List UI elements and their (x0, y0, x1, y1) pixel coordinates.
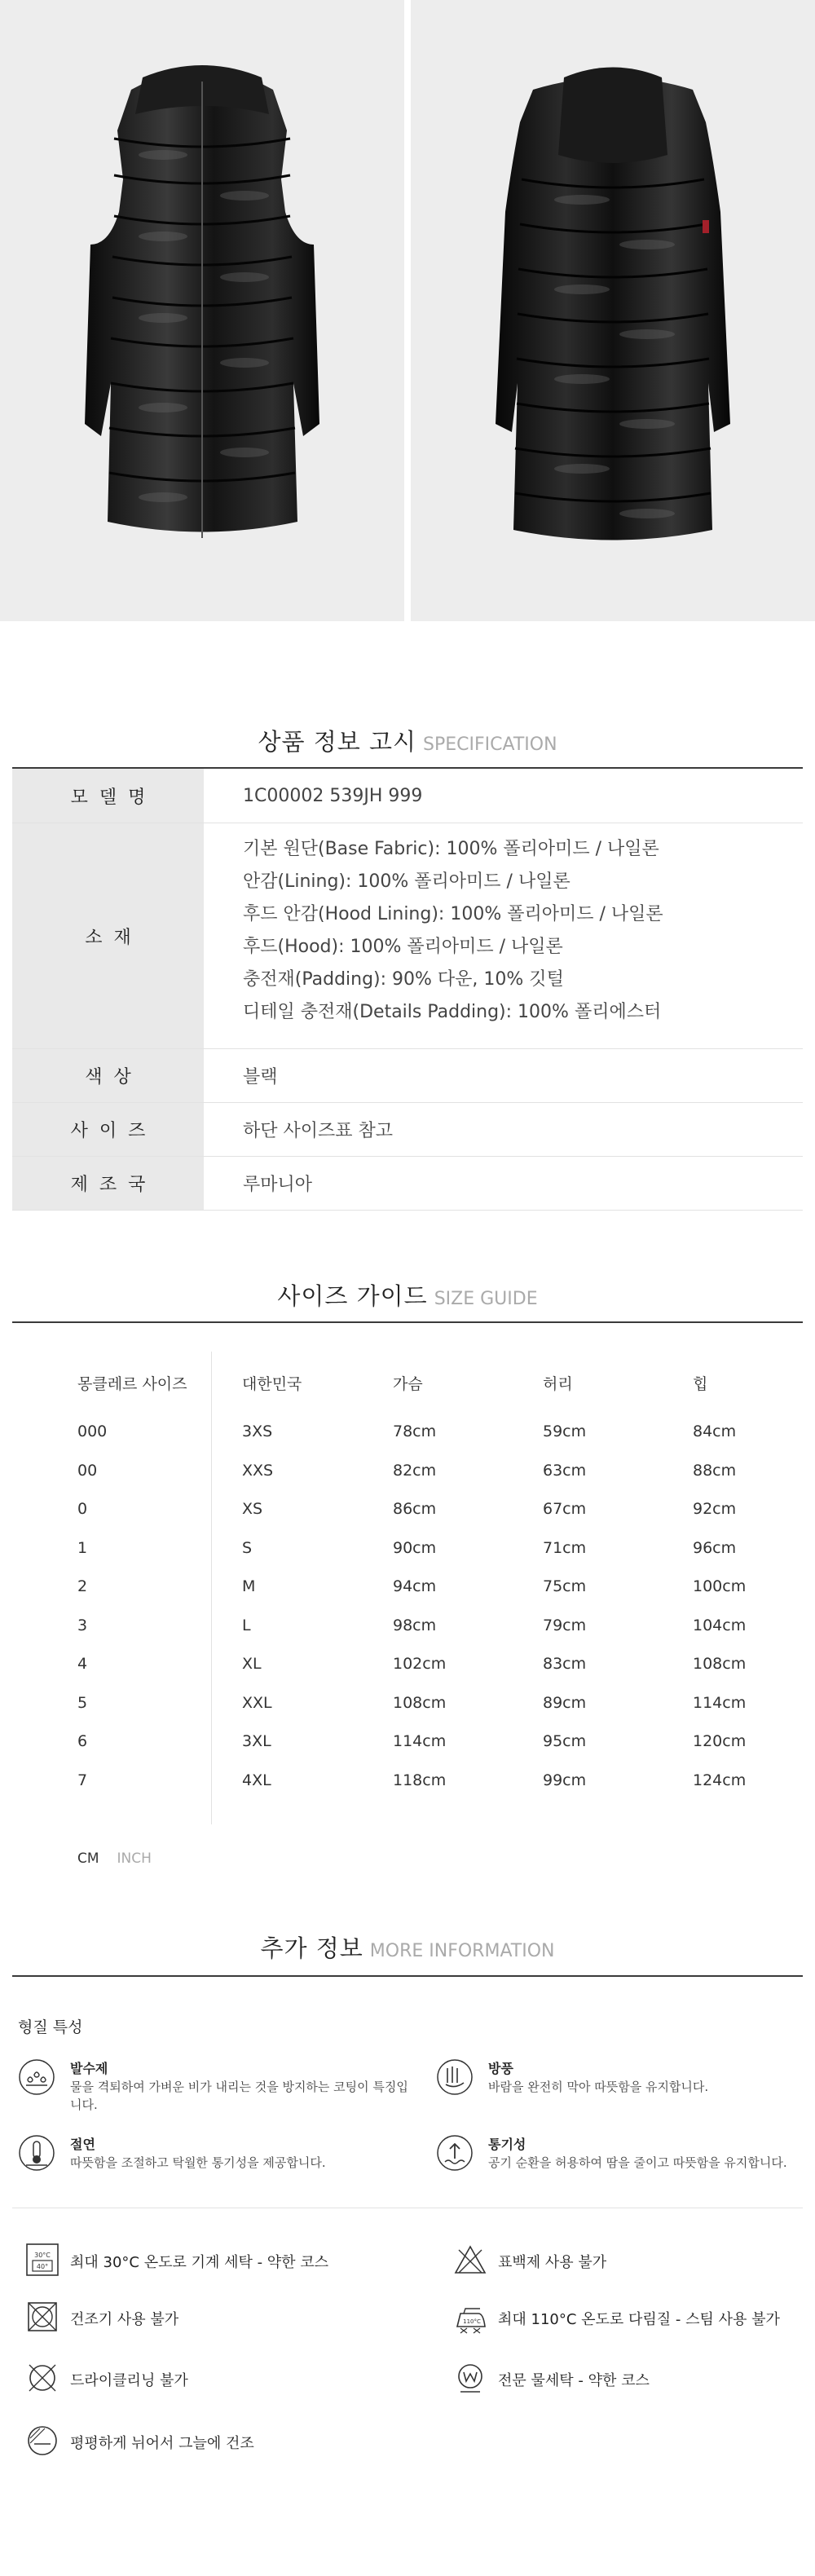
unit-inch-button[interactable]: INCH (117, 1850, 152, 1867)
size-table (12, 1335, 803, 1841)
table-cell: 82cm (393, 1461, 437, 1480)
wash-temp-label: 30°C (34, 2252, 51, 2259)
table-cell: XXL (242, 1693, 272, 1712)
table-cell: 79cm (543, 1616, 587, 1634)
table-cell: 000 (77, 1423, 108, 1440)
no-tumble-dry-icon (24, 2299, 60, 2335)
table-cell: 71cm (543, 1538, 587, 1557)
table-cell: 2 (77, 1577, 88, 1595)
table-cell: 104cm (693, 1616, 747, 1634)
material-line: 충전재(Padding): 90% 다운, 10% 깃털 (243, 969, 564, 990)
care-text: 평평하게 뉘어서 그늘에 건조 (70, 2435, 254, 2452)
table-cell: 3XS (242, 1423, 273, 1440)
spec-row-origin (12, 1157, 803, 1211)
table-cell: 3 (77, 1616, 88, 1634)
product-photo-front (0, 0, 404, 621)
unit-cm-button[interactable]: CM (77, 1850, 99, 1867)
spec-label: 제조국 (12, 1157, 204, 1210)
size-subtitle: SIZE GUIDE (434, 1289, 538, 1309)
feature-title: 통기성 (488, 2137, 526, 2152)
table-cell: 67cm (543, 1500, 587, 1518)
table-cell: 86cm (393, 1500, 437, 1518)
table-cell: 88cm (693, 1461, 737, 1480)
table-cell: 5 (77, 1693, 88, 1712)
wash-tub-label: 40° (36, 2263, 49, 2270)
care-text: 최대 30°C 온도로 기계 세탁 - 약한 코스 (70, 2254, 329, 2271)
spec-label: 사이즈 (12, 1103, 204, 1156)
table-cell: 59cm (543, 1423, 587, 1440)
spec-value: 1C00002 539JH 999 (243, 785, 423, 806)
feature-title: 절연 (70, 2137, 95, 2152)
table-cell: 90cm (393, 1538, 437, 1557)
table-cell: 124cm (693, 1771, 747, 1789)
product-photo-back (411, 0, 815, 621)
table-cell: XS (242, 1500, 263, 1518)
unit-toggle (77, 1850, 152, 1867)
table-cell: 92cm (693, 1500, 737, 1518)
table-cell: 6 (77, 1732, 88, 1750)
care-text: 표백제 사용 불가 (498, 2254, 607, 2271)
header-cell: 대한민국 (242, 1375, 302, 1393)
breathable-icon (436, 2134, 474, 2172)
table-cell: 4XL (242, 1771, 271, 1789)
care-text: 건조기 사용 불가 (70, 2311, 179, 2328)
dry-flat-shade-icon (24, 2423, 60, 2459)
table-cell: M (242, 1577, 256, 1595)
spec-value: 루마니아 (243, 1175, 313, 1195)
material-line: 기본 원단(Base Fabric): 100% 폴리아미드 / 나일론 (243, 839, 659, 859)
table-cell: 114cm (693, 1693, 747, 1712)
spec-row-size (12, 1103, 803, 1157)
water-repellent-icon (18, 2058, 55, 2096)
table-cell: S (242, 1538, 253, 1557)
header-cell: 허리 (543, 1375, 573, 1393)
material-line: 후드 안감(Hood Lining): 100% 폴리아미드 / 나일론 (243, 904, 663, 924)
table-cell: 95cm (543, 1732, 587, 1750)
table-cell: 120cm (693, 1732, 747, 1750)
no-dry-clean-icon (24, 2360, 60, 2396)
more-section-title (0, 1930, 815, 1964)
table-cell: 94cm (393, 1577, 437, 1595)
iron-temp-label: 110°C (463, 2318, 481, 2325)
table-cell: 4 (77, 1655, 88, 1673)
table-cell: 3XL (242, 1732, 271, 1750)
table-cell: 118cm (393, 1771, 447, 1789)
table-cell: 102cm (393, 1655, 447, 1673)
header-cell: 힙 (693, 1375, 708, 1393)
spec-value: 하단 사이즈표 참고 (243, 1121, 394, 1141)
product-photos (0, 0, 815, 621)
spec-label: 소재 (12, 823, 204, 1048)
material-line: 디테일 충전재(Details Padding): 100% 폴리에스터 (243, 1002, 662, 1022)
table-cell: 84cm (693, 1423, 737, 1440)
feature-desc: 바람을 완전히 막아 따뜻함을 유지합니다. (488, 2080, 709, 2094)
spec-value (204, 823, 803, 1048)
down-jacket-back-image (411, 0, 815, 621)
table-cell: 83cm (543, 1655, 587, 1673)
feature-desc: 물을 격퇴하여 가벼운 비가 내리는 것을 방지하는 코팅이 특징입니다. (70, 2080, 408, 2112)
iron-110-no-steam-icon (452, 2299, 488, 2335)
care-text: 전문 물세탁 - 약한 코스 (498, 2372, 650, 2389)
feature-title: 발수제 (70, 2061, 108, 2076)
feature-title: 방풍 (488, 2061, 513, 2076)
windproof-icon (436, 2058, 474, 2096)
table-cell: 96cm (693, 1538, 737, 1557)
spec-section-title (0, 724, 815, 757)
spec-row-color (12, 1049, 803, 1103)
spec-subtitle: SPECIFICATION (423, 734, 557, 755)
table-cell: 100cm (693, 1577, 747, 1595)
more-title: 추가 정보 (260, 1934, 363, 1962)
size-section-title (0, 1278, 815, 1312)
insulation-icon (18, 2134, 55, 2172)
header-cell: 가슴 (393, 1375, 423, 1393)
table-cell: 0 (77, 1500, 88, 1518)
size-table-divider (211, 1352, 212, 1824)
spec-title: 상품 정보 고시 (258, 728, 416, 756)
care-text: 최대 110°C 온도로 다림질 - 스팀 사용 불가 (498, 2311, 780, 2328)
table-cell: 108cm (393, 1693, 447, 1712)
spec-row-material (12, 823, 803, 1049)
spec-row-model (12, 769, 803, 823)
machine-wash-30-icon (24, 2242, 60, 2278)
down-jacket-front-image (0, 0, 404, 621)
table-cell: 89cm (543, 1693, 587, 1712)
texture-label: 형질 특성 (18, 2018, 83, 2036)
table-cell: XL (242, 1655, 262, 1673)
feature-desc: 공기 순환을 허용하여 땀을 줄이고 따뜻함을 유지합니다. (488, 2155, 787, 2170)
material-line: 후드(Hood): 100% 폴리아미드 / 나일론 (243, 937, 563, 957)
table-cell: 7 (77, 1771, 88, 1789)
table-cell: 99cm (543, 1771, 587, 1789)
table-cell: L (242, 1616, 251, 1634)
no-bleach-icon (452, 2242, 488, 2278)
table-cell: 75cm (543, 1577, 587, 1595)
size-title: 사이즈 가이드 (277, 1282, 428, 1310)
table-cell: 00 (77, 1461, 98, 1480)
table-cell: 98cm (393, 1616, 437, 1634)
table-cell: 63cm (543, 1461, 587, 1480)
more-subtitle: MORE INFORMATION (369, 1941, 555, 1961)
header-cell: 몽클레르 사이즈 (77, 1375, 187, 1393)
spec-label: 모델명 (12, 769, 204, 823)
table-cell: 78cm (393, 1423, 437, 1440)
feature-desc: 따뜻함을 조절하고 탁월한 통기성을 제공합니다. (70, 2155, 326, 2170)
spec-label: 색상 (12, 1049, 204, 1102)
table-cell: 108cm (693, 1655, 747, 1673)
table-cell: 114cm (393, 1732, 447, 1750)
care-text: 드라이클리닝 불가 (70, 2372, 188, 2389)
spec-table (12, 769, 803, 1211)
professional-wet-clean-icon (452, 2360, 488, 2396)
more-divider (12, 1975, 803, 1977)
table-cell: 1 (77, 1538, 88, 1557)
material-line: 안감(Lining): 100% 폴리아미드 / 나일론 (243, 871, 570, 892)
spec-value: 블랙 (243, 1067, 278, 1087)
table-cell: XXS (242, 1461, 274, 1480)
size-divider (12, 1321, 803, 1323)
